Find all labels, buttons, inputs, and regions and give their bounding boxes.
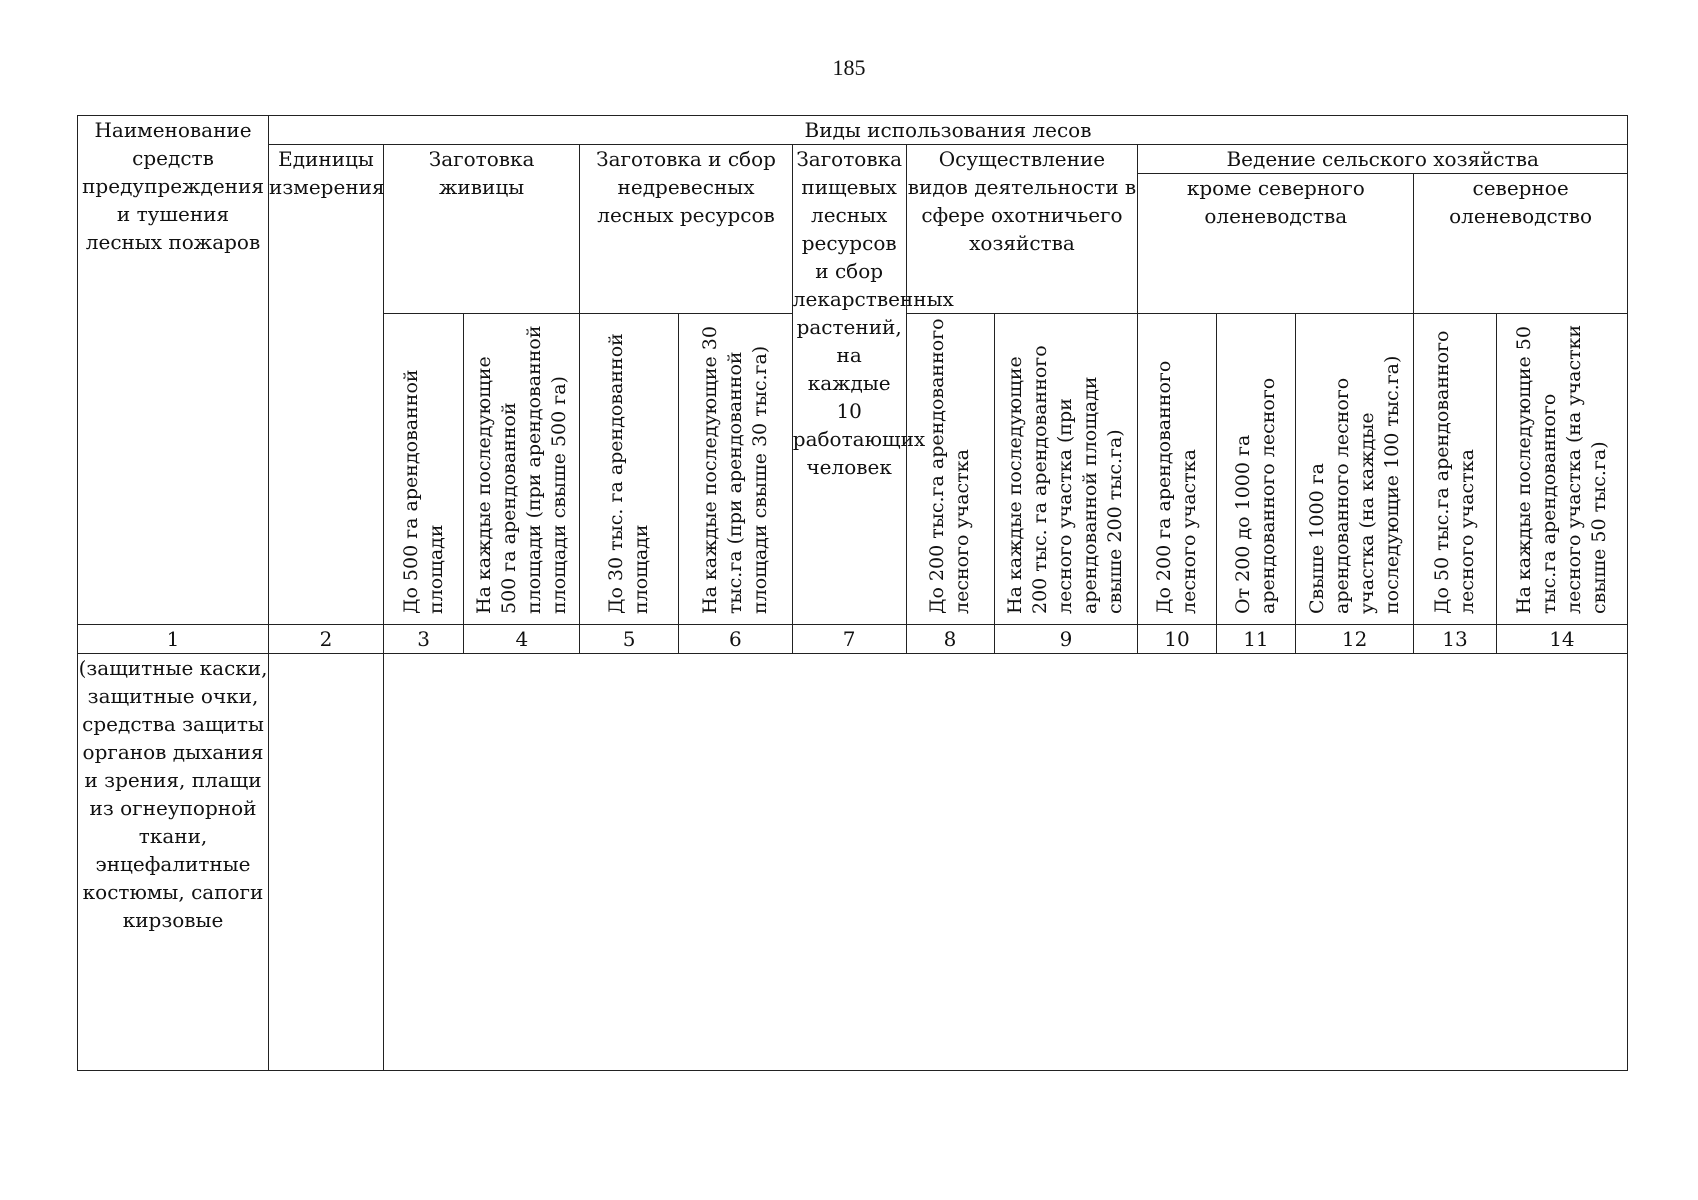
page-number: 185 (832, 55, 866, 80)
subheader-col-8: До 200 тыс.га арендованного лесного участка (906, 314, 994, 625)
equipment-list-cell: (защитные каски, защитные очки, средства защиты органов дыхания и зрения, плащи из огнеупорной ткани, энцефалитные костюмы, сапоги кирзовые (78, 654, 269, 1071)
column-number: 14 (1496, 625, 1627, 654)
subheader-col-6: На каждые последующие 30 тыс.га (при арендованной площади свыше 30 тыс.га) (679, 314, 793, 625)
table-row (78, 654, 1628, 1071)
column-number: 2 (269, 625, 384, 654)
column-number: 10 (1138, 625, 1216, 654)
header-units: Единицы измерения (269, 145, 384, 625)
subheader-col-14: На каждые последующие 50 тыс.га арендованного лесного участка (на участки свыше 50 тыс.га) (1496, 314, 1627, 625)
header-nonwood-resources: Заготовка и сбор недревесных лесных ресурсов (580, 145, 793, 314)
subheader-col-11: От 200 до 1000 га арендованного лесного (1216, 314, 1295, 625)
header-resin-harvesting: Заготовка живицы (383, 145, 579, 314)
column-number: 8 (906, 625, 994, 654)
column-number: 12 (1296, 625, 1414, 654)
header-hunting: Осуществление видов деятельности в сфере охотничьего хозяйства (906, 145, 1138, 314)
column-numbers-row (78, 625, 1628, 654)
subheader-col-13: До 50 тыс.га арендованного лесного участка (1414, 314, 1497, 625)
column-number: 7 (792, 625, 906, 654)
column-number: 6 (679, 625, 793, 654)
column-number: 13 (1414, 625, 1497, 654)
column-number: 1 (78, 625, 269, 654)
column-number: 11 (1216, 625, 1295, 654)
header-food-resources: Заготовка пищевых лесных ресурсов и сбор лекарственных растений, на каждые 10 работающих человек (792, 145, 906, 625)
subheader-col-10: До 200 га арендованного лесного участка (1138, 314, 1216, 625)
units-cell (269, 654, 384, 1071)
header-name-of-means: Наименование средств предупреждения и тушения лесных пожаров (78, 116, 269, 625)
column-number: 4 (464, 625, 580, 654)
subheader-col-9: На каждые последующие 200 тыс. га арендованного лесного участка (при арендованной площади свыше 200 тыс.га) (994, 314, 1138, 625)
subheader-col-4: На каждые последующие 500 га арендованной площади (при арендованной площади свыше 500 га) (464, 314, 580, 625)
equipment-table (77, 115, 1628, 1071)
subheader-col-3: До 500 га арендованной площади (383, 314, 463, 625)
header-agriculture-north: северное оленеводство (1414, 174, 1628, 314)
subheader-col-5: До 30 тыс. га арендованной площади (580, 314, 679, 625)
column-number: 3 (383, 625, 463, 654)
column-number: 5 (580, 625, 679, 654)
subheader-col-12: Свыше 1000 га арендованного лесного участка (на каждые последующие 100 тыс.га) (1296, 314, 1414, 625)
header-agriculture-other: кроме северного оленеводства (1138, 174, 1414, 314)
header-agriculture: Ведение сельского хозяйства (1138, 145, 1628, 174)
header-forest-use-types: Виды использования лесов (269, 116, 1628, 145)
column-number: 9 (994, 625, 1138, 654)
values-cell (383, 654, 1627, 1071)
